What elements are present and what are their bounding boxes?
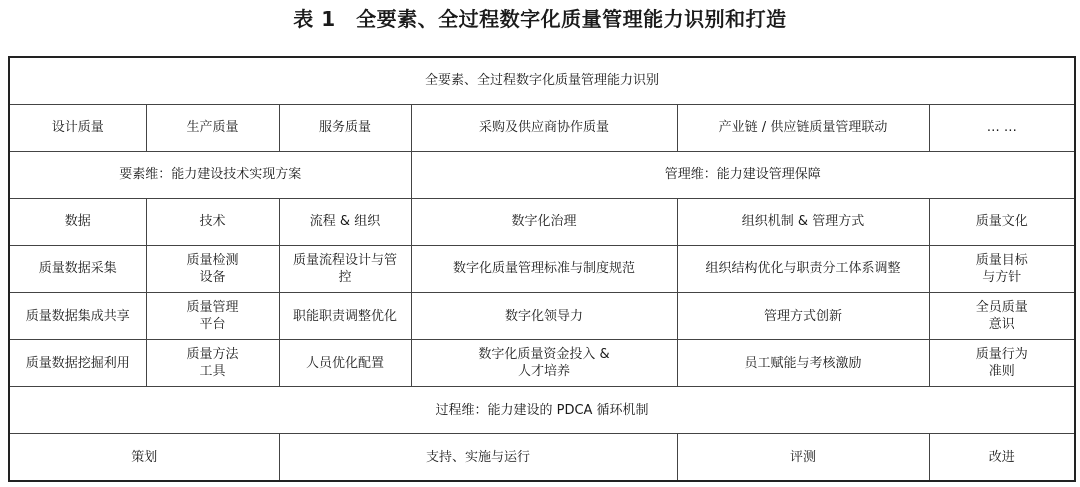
category-cell: 流程 & 组织 (279, 198, 411, 245)
pdca-cell-plan: 策划 (9, 434, 279, 481)
element-cell: 设计质量 (9, 104, 146, 151)
pdca-cell-act: 改进 (929, 434, 1075, 481)
table-cell: 质量检测 设备 (146, 245, 279, 292)
category-cell: 技术 (146, 198, 279, 245)
table-cell: 质量行为 准则 (929, 340, 1075, 387)
element-cell: 生产质量 (146, 104, 279, 151)
category-cell: 质量文化 (929, 198, 1075, 245)
table-title: 表 1 全要素、全过程数字化质量管理能力识别和打造 (293, 7, 787, 31)
process-dimension-cell: 过程维：能力建设的 PDCA 循环机制 (9, 387, 1075, 434)
table-cell: 组织结构优化与职责分工体系调整 (677, 245, 929, 292)
table-cell: 职能职责调整优化 (279, 293, 411, 340)
header-row (9, 57, 1075, 104)
table-cell: 质量目标 与方针 (929, 245, 1075, 292)
table-cell: 数字化质量资金投入 & 人才培养 (411, 340, 677, 387)
element-dimension-cell: 要素维：能力建设技术实现方案 (9, 151, 411, 198)
table-cell: 质量数据集成共享 (9, 293, 146, 340)
category-cell: 数据 (9, 198, 146, 245)
management-dimension-cell: 管理维：能力建设管理保障 (411, 151, 1075, 198)
element-cell: 采购及供应商协作质量 (411, 104, 677, 151)
table-cell: 管理方式创新 (677, 293, 929, 340)
dimension-row (9, 151, 1075, 198)
table-cell: 质量管理 平台 (146, 293, 279, 340)
elements-row (9, 104, 1075, 151)
table-row (9, 245, 1075, 292)
pdca-cell-check: 评测 (677, 434, 929, 481)
process-row (9, 387, 1075, 434)
category-cell: 数字化治理 (411, 198, 677, 245)
table-cell: 质量流程设计与管 控 (279, 245, 411, 292)
table-cell: 质量方法 工具 (146, 340, 279, 387)
table-row (9, 293, 1075, 340)
table-cell: 质量数据采集 (9, 245, 146, 292)
element-cell: 服务质量 (279, 104, 411, 151)
element-cell: … … (929, 104, 1075, 151)
category-cell: 组织机制 & 管理方式 (677, 198, 929, 245)
pdca-cell-do: 支持、实施与运行 (279, 434, 677, 481)
element-cell: 产业链 / 供应链质量管理联动 (677, 104, 929, 151)
table-cell: 数字化质量管理标准与制度规范 (411, 245, 677, 292)
categories-row (9, 198, 1075, 245)
table-cell: 全员质量 意识 (929, 293, 1075, 340)
pdca-row (9, 434, 1075, 481)
table-cell: 人员优化配置 (279, 340, 411, 387)
header-cell: 全要素、全过程数字化质量管理能力识别 (9, 57, 1075, 104)
table-cell: 数字化领导力 (411, 293, 677, 340)
capability-table (8, 56, 1076, 482)
table-row (9, 340, 1075, 387)
table-cell: 员工赋能与考核激励 (677, 340, 929, 387)
table-cell: 质量数据挖掘利用 (9, 340, 146, 387)
